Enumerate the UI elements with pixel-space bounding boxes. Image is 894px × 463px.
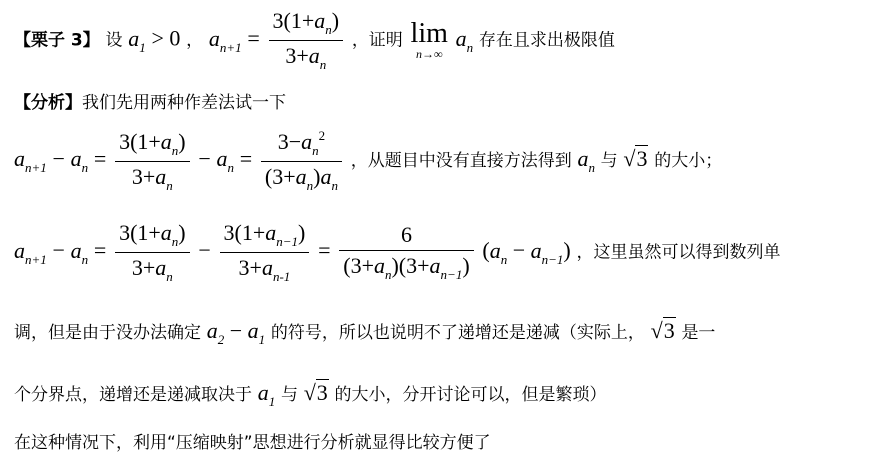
equation-2: $a_{n+1} - a_n$ = $\frac{3(1+a_n)}{3+a_n}$ − $\frac{3(1+a_{n-1})}{3+a_{n-1}}$ = $\frac{6}{(3+a_n)(3+a_{n-1})}$ $(a_n - a_{n-1})$ ，这里虽然可以得到数列单 xyxy=(14,220,781,284)
equation-1: $a_{n+1} - a_n$ = $\frac{3(1+a_n)}{3+a_n}$ − $a_n$ = $\frac{3-a_n^2}{(3+a_n)a_n}$ ，从题目中没有直接方法得到 $a_n$ 与 √3 的大小； xyxy=(14,128,723,193)
analysis-label: 【分析】 xyxy=(14,93,82,113)
var-an1: $a_{n+1}$ xyxy=(208,25,242,55)
var-a1: $a_1$ xyxy=(128,25,146,55)
analysis-heading xyxy=(14,88,286,113)
prove-text: ，证明 xyxy=(351,30,403,51)
eq1-comment: ，从题目中没有直接方法得到 xyxy=(350,151,572,171)
paragraph-2: 个分界点，递增还是递减取决于 $a_1$ 与 √3 的大小，分开讨论可以，但是繁琐） xyxy=(14,380,607,409)
limit-operator: lim n→∞ xyxy=(410,17,448,61)
analysis-text: 我们先用两种作差法试一下 xyxy=(82,93,286,113)
example-set-text: 设 xyxy=(105,30,123,51)
sqrt-3: √3 xyxy=(623,146,648,171)
condition-rhs: > 0 xyxy=(151,25,181,51)
paragraph-3: 在这种情况下，利用“压缩映射”思想进行分析就显得比较方便了 xyxy=(14,433,491,453)
eq2-comment: ，这里虽然可以得到数列单 xyxy=(576,242,781,263)
paragraph-1: 调，但是由于没办法确定 $a_2 - a_1$ 的符号，所以也说明不了递增还是递减（实际上， √3 是一 xyxy=(14,318,716,347)
example-label: 【栗子 3】 xyxy=(14,30,100,51)
example-statement: 【栗子 3】 设 $a_1 > 0$ ， $a_{n+1}$ = $\frac{3(1+a_n)}{3+a_n}$ ，证明 lim n→∞ $a_n$ 存在且求出极限值 xyxy=(14,8,615,72)
example-tail-text: 存在且求出极限值 xyxy=(478,30,615,51)
recurrence-fraction: $\frac{3(1+a_n)}{3+a_n}$ xyxy=(269,8,344,73)
